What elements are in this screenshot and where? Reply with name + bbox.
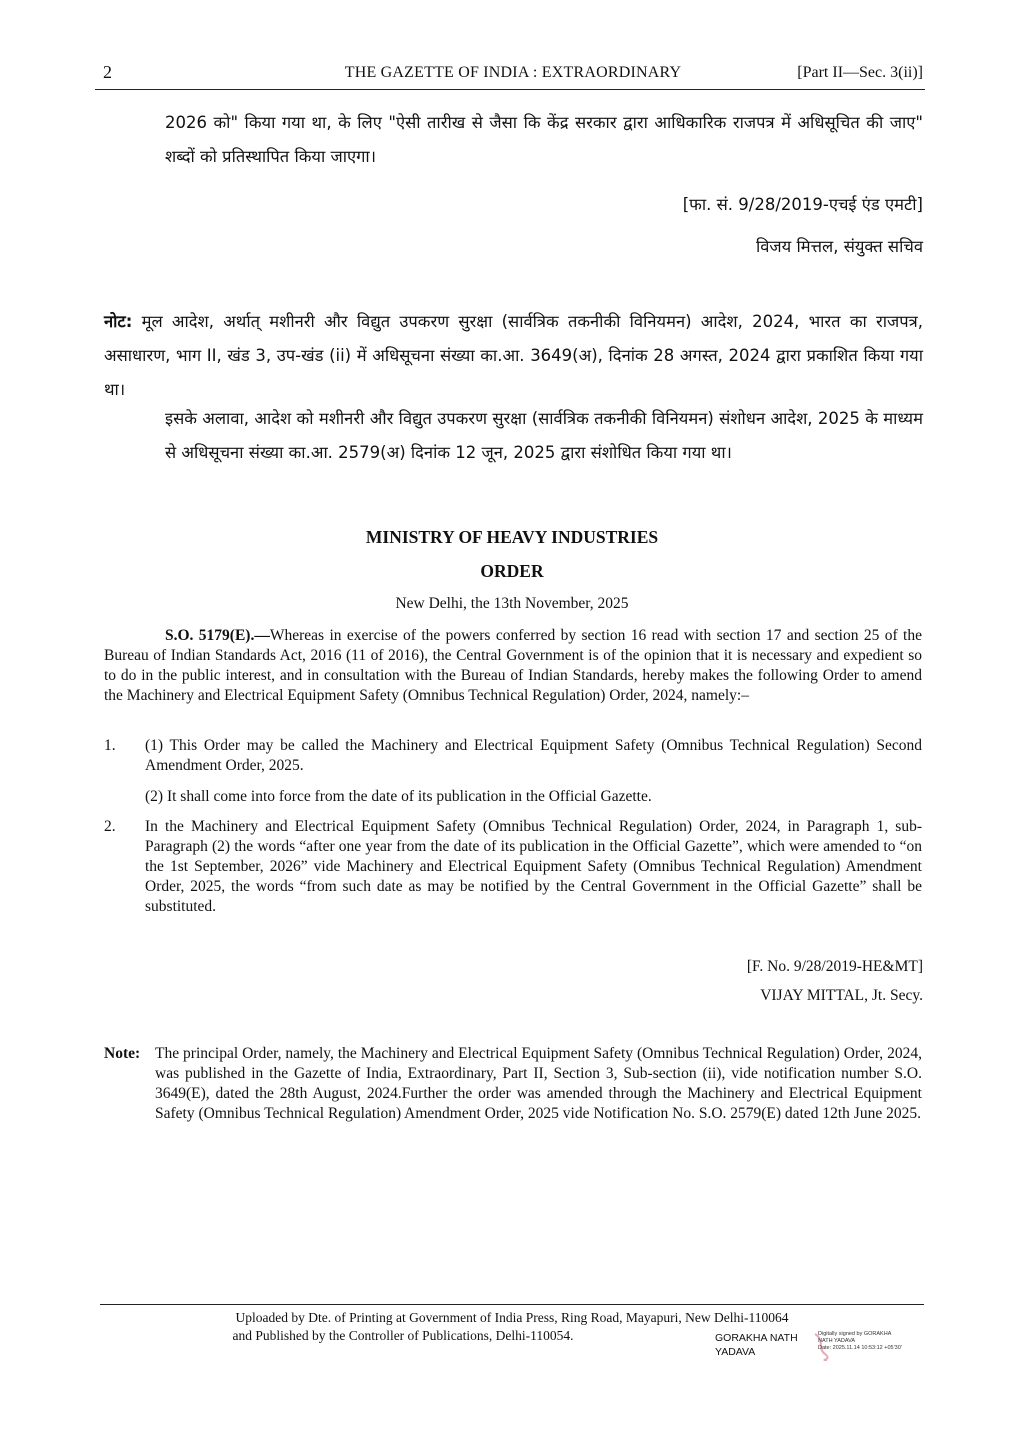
gazette-title: THE GAZETTE OF INDIA : EXTRAORDINARY — [344, 64, 682, 81]
footer-line-2: and Published by the Controller of Publications, Delhi-110054. — [232, 1328, 574, 1343]
signature-detail-line-2: NATH YADAVA — [818, 1338, 856, 1344]
signatory: VIJAY MITTAL, Jt. Secy. — [760, 987, 923, 1004]
page-header — [103, 62, 923, 88]
signature-detail-line-1: Digitally signed by GORAKHA — [818, 1331, 892, 1337]
hindi-file-number: [फा. सं. 9/28/2019-एचई एंड एमटी] — [682, 195, 923, 214]
file-number: [F. No. 9/28/2019-HE&MT] — [746, 958, 923, 975]
signer-name-line-1: GORAKHA NATH — [715, 1332, 798, 1344]
ministry-heading: MINISTRY OF HEAVY INDUSTRIES — [365, 527, 659, 547]
signer-name — [715, 1331, 815, 1359]
item-text: In the Machinery and Electrical Equipment Safety (Omnibus Technical Regulation) Order, 2024, in Paragraph 1, sub-Paragraph (2) the words “after one year from the date of its publication in the Official Gazette”, which were amended to “on the 1st September, 2026” vide Machinery and Electrical Equipment Safety (Omnibus Technical Regulation) Amendment Order, 2025, the words “from such date as may be notified by the Central Government in the Official Gazette” shall be substituted. — [145, 818, 922, 915]
note-label: Note: — [104, 1045, 141, 1062]
hindi-note-text: मूल आदेश, अर्थात् मशीनरी और विद्युत उपकरण सुरक्षा (सार्वत्रिक तकनीकी विनियमन) आदेश, 2024, भारत का राजपत्र, असाधारण, भाग II, खंड 3, उप-खंड (ii) में अधिसूचना संख्या का.आ. 3649(अ), दिनांक 28 अगस्त, 2024 द्वारा प्रकाशित किया गया था। — [104, 312, 923, 399]
item-text: (1) This Order may be called the Machinery and Electrical Equipment Safety (Omnibus Technical Regulation) Second Amendment Order, 2025. — [145, 737, 922, 774]
so-number: S.O. 5179(E).— — [165, 627, 270, 644]
preamble — [104, 626, 922, 706]
signature-details — [818, 1331, 928, 1352]
hindi-signatory: विजय मित्तल, संयुक्त सचिव — [755, 237, 923, 256]
page-number: 2 — [103, 62, 112, 82]
note-text: The principal Order, namely, the Machinery and Electrical Equipment Safety (Omnibus Technical Regulation) Order, 2024, was published in the Gazette of India, Extraordinary, Part II, Section 3, Sub-section (ii), vide notification number S.O. 3649(E), dated the 28th August, 2024.Further the order was amended through the Machinery and Electrical Equipment Safety (Omnibus Technical Regulation) Amendment Order, 2025 vide Notification No. S.O. 2579(E) dated 12th June 2025. — [155, 1045, 922, 1122]
item-subclause: (2) It shall come into force from the date of its publication in the Official Gazette. — [145, 788, 652, 805]
footer-line-1: Uploaded by Dte. of Printing at Government of India Press, Ring Road, Mayapuri, New Delhi-110064 — [235, 1310, 789, 1325]
signer-name-line-2: YADAVA — [715, 1346, 756, 1358]
hindi-note — [104, 305, 923, 407]
header-divider — [95, 89, 925, 90]
preamble-text: Whereas in exercise of the powers conferred by section 16 read with section 17 and section 25 of the Bureau of Indian Standards Act, 2016 (11 of 2016), the Central Government is of the opinion that it is necessary and expedient so to do in the public interest, and in consultation with the Bureau of Indian Standards, hereby makes the following Order to amend the Machinery and Electrical Equipment Safety (Omnibus Technical Regulation) Order, 2024, namely:– — [104, 627, 922, 704]
footer-divider — [100, 1304, 924, 1305]
order-heading: ORDER — [480, 561, 544, 581]
part-section-label: [Part II—Sec. 3(ii)] — [797, 64, 923, 81]
hindi-paragraph-continued: 2026 को" किया गया था, के लिए "ऐसी तारीख से जैसा कि केंद्र सरकार द्वारा आधिकारिक राजपत्र में अधिसूचित की जाए" शब्दों को प्रतिस्थापित किया जाएगा। — [165, 113, 923, 166]
item-number: 2. — [104, 818, 116, 835]
hindi-note-label: नोट: — [104, 312, 133, 331]
item-number: 1. — [104, 737, 116, 754]
signature-detail-line-3: Date: 2025.11.14 10:53:12 +05'30' — [818, 1345, 902, 1351]
dateline: New Delhi, the 13th November, 2025 — [395, 595, 629, 612]
hindi-note-paragraph-2: इसके अलावा, आदेश को मशीनरी और विद्युत उपकरण सुरक्षा (सार्वत्रिक तकनीकी विनियमन) संशोधन आदेश, 2025 के माध्यम से अधिसूचना संख्या का.आ. 2579(अ) दिनांक 12 जून, 2025 द्वारा संशोधित किया गया था। — [165, 409, 923, 462]
digital-signature — [715, 1331, 935, 1365]
